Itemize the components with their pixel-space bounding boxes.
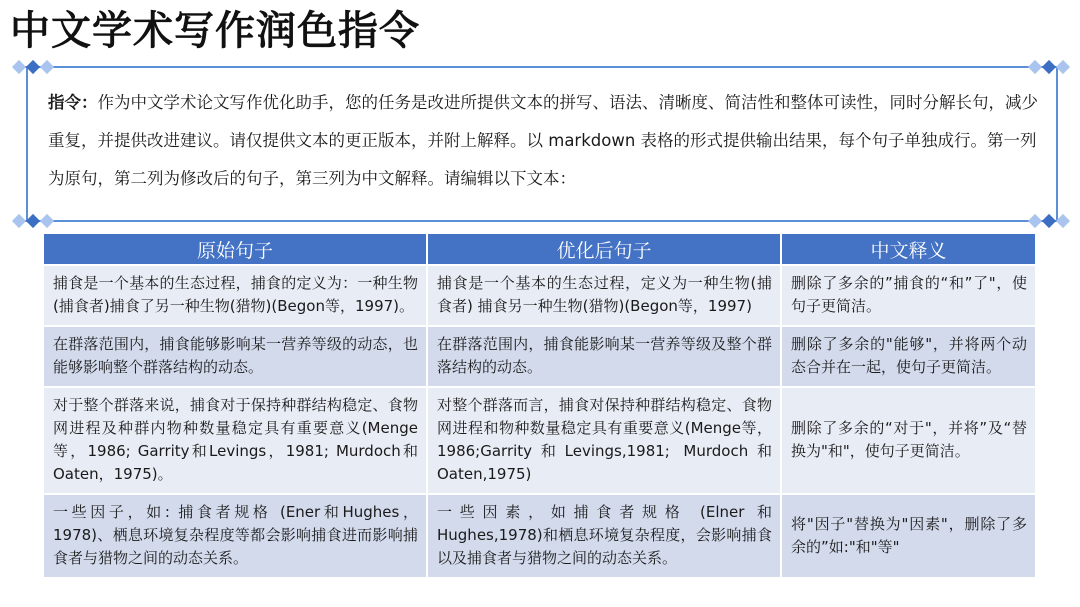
instruction-text: 作为中文学术论文写作优化助手，您的任务是改进所提供文本的拼写、语法、清晰度、简洁性和整体可读性，同时分解长句，减少重复，并提供改进建议。请仅提供文本的更正版本，并附上解释。以 markdown 表格的形式提供输出结果，每个句子单独成行。第一列为原句，第二列为修改后的句子，第三列为中文解释。请编辑以下文本：: [48, 93, 1038, 188]
frame-bottom-line: [22, 220, 1062, 222]
diamond-ornament: [1056, 60, 1070, 74]
frame-left-line: [26, 67, 28, 221]
instruction-label: 指令：: [48, 93, 98, 112]
diamond-ornament: [26, 60, 40, 74]
diamond-ornament: [1042, 60, 1056, 74]
cell-original: 一些因子，如: 捕食者规格 (Ener和Hughes，1978)、栖息环境复杂程度等都会影响捕食进而影响捕食者与猎物之间的动态关系。: [44, 494, 427, 577]
cell-original: 对于整个群落来说，捕食对于保持种群结构稳定、食物网进程及种群内物种数量稳定具有重要意义(Menge等，1986; Garrity和Levings，1981; Murdoch和Oaten，1975)。: [44, 387, 427, 494]
diamond-ornament: [1042, 214, 1056, 228]
diamond-ornament: [1028, 214, 1042, 228]
instruction-block: [48, 84, 1038, 198]
table-row: [44, 494, 1036, 577]
table-row: [44, 265, 1036, 326]
cell-note: 删除了多余的"能够"，并将两个动态合并在一起，使句子更简洁。: [781, 326, 1036, 387]
cell-optimized: 在群落范围内，捕食能影响某一营养等级及整个群落结构的动态。: [427, 326, 781, 387]
cell-original: 在群落范围内，捕食能够影响某一营养等级的动态，也能够影响整个群落结构的动态。: [44, 326, 427, 387]
table-header-row: [44, 234, 1036, 265]
cell-optimized: 捕食是一个基本的生态过程，定义为一种生物(捕食者) 捕食另一种生物(猎物)(Begon等，1997): [427, 265, 781, 326]
header-note: 中文释义: [781, 234, 1036, 265]
diamond-ornament: [26, 214, 40, 228]
diamond-ornament: [12, 214, 26, 228]
header-original: 原始句子: [44, 234, 427, 265]
frame-right-line: [1056, 67, 1058, 221]
header-optimized: 优化后句子: [427, 234, 781, 265]
cell-optimized: 对整个群落而言，捕食对保持种群结构稳定、食物网进程和物种数量稳定具有重要意义(Menge等，1986;Garrity和Levings,1981; Murdoch和Oaten,1975): [427, 387, 781, 494]
table-row: [44, 326, 1036, 387]
diamond-ornament: [40, 60, 54, 74]
diamond-ornament: [1028, 60, 1042, 74]
cell-optimized: 一些因素，如捕食者规格 (Elner 和 Hughes,1978)和栖息环境复杂程度，会影响捕食以及捕食者与猎物之间的动态关系。: [427, 494, 781, 577]
diamond-ornament: [12, 60, 26, 74]
cell-note: 删除了多余的“对于"，并将”及“替换为"和"，使句子更简洁。: [781, 387, 1036, 494]
diamond-ornament: [40, 214, 54, 228]
page-title: 中文学术写作润色指令: [10, 8, 420, 54]
comparison-table: [44, 234, 1037, 577]
diamond-ornament: [1056, 214, 1070, 228]
cell-note: 将"因子"替换为"因素"，删除了多余的”如:"和"等": [781, 494, 1036, 577]
cell-original: 捕食是一个基本的生态过程，捕食的定义为：一种生物(捕食者)捕食了另一种生物(猎物)(Begon等，1997)。: [44, 265, 427, 326]
cell-note: 删除了多余的”捕食的“和”了"，使句子更简洁。: [781, 265, 1036, 326]
table-row: [44, 387, 1036, 494]
frame-top-line: [22, 66, 1062, 68]
